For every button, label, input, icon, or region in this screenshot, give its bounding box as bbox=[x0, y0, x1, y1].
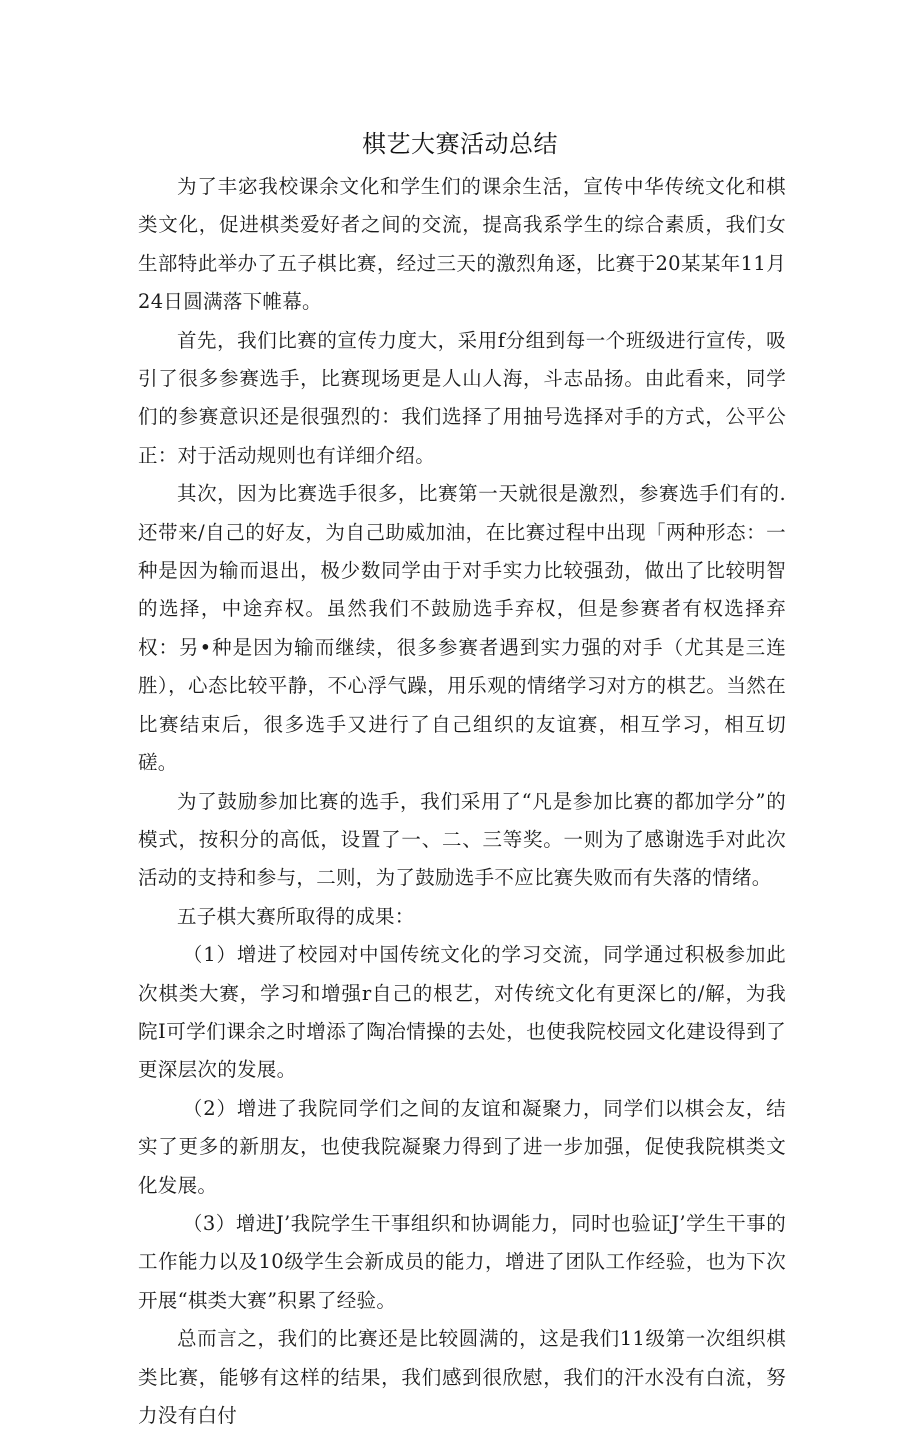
paragraph-intro: 为了丰宓我校课余文化和学生们的课余生活，宣传中华传统文化和棋类文化，促进棋类爱好者之间的交流，提高我系学生的综合素质，我们女生部特此举办了五子棋比赛，经过三天的激烈角逐，比赛于20某某年11月24日圆满落下帷幕。 bbox=[138, 175, 786, 314]
achievement-item-3: （3）增进J’我院学生干事组织和协调能力，同时也验证J’学生干事的工作能力以及10级学生会新成员的能力，增进了团队工作经验，也为下次开展“棋类大赛”积累了经验。 bbox=[138, 1211, 786, 1312]
paragraph-rewards: 为了鼓励参加比赛的选手，我们采用了“凡是参加比赛的都加学分”的模式，按积分的高低，设置了一、二、三等奖。一则为了感谢选手对此次活动的支持和参与，二则，为了鼓励选手不应比赛失败而有失落的情绪。 bbox=[138, 789, 786, 890]
achievement-item-1: （1）增进了校园对中国传统文化的学习交流，同学通过积极参加此次棋类大赛，学习和增强r自己的根艺，对传统文化有更深匕的/解，为我院I可学们课余之时增添了陶冶情操的去处，也使我院校园文化建设得到了更深层次的发展。 bbox=[138, 943, 786, 1082]
document-body bbox=[138, 168, 786, 1435]
paragraph-achievements-heading: 五子棋大赛所取得的成果： bbox=[177, 904, 415, 928]
document-title: 棋艺大赛活动总结 bbox=[362, 130, 558, 158]
paragraph-publicity: 首先，我们比赛的宣传力度大，采用f分组到每一个班级进行宣传，吸引了很多参赛选手，比赛现场更是人山人海，斗志品扬。由此看来，同学们的参赛意识还是很强烈的：我们选择了用抽号选择对手的方式，公平公正：对于活动规则也有详细介绍。 bbox=[138, 328, 786, 467]
paragraph-competition: 其次，因为比赛选手很多，比赛第一天就很是激烈，参赛选手们有的.还带来/自己的好友，为自己助威加油，在比赛过程中出现「两种形态：一种是因为输而退出，极少数同学由于对手实力比较强劲，做出了比较明智的选择，中途弃权。虽然我们不鼓励选手弃权，但是参赛者有权选择弃权：另•种是因为输而继续，很多参赛者遇到实力强的对手（尤其是三连胜），心态比较平静，不心浮气躁，用乐观的情绪学习对方的棋艺。当然在比赛结束后，很多选手又进行了自己组织的友谊赛，相互学习，相互切磋。 bbox=[138, 482, 786, 775]
achievement-item-2: （2）增进了我院同学们之间的友谊和凝聚力，同学们以棋会友，结实了更多的新朋友，也使我院凝聚力得到了进一步加强，促使我院棋类文化发展。 bbox=[138, 1096, 786, 1197]
paragraph-conclusion: 总而言之，我们的比赛还是比较圆满的，这是我们11级第一次组织棋类比赛，能够有这样的结果，我们感到很欣慰，我们的汗水没有白流，努力没有白付 bbox=[138, 1327, 786, 1427]
